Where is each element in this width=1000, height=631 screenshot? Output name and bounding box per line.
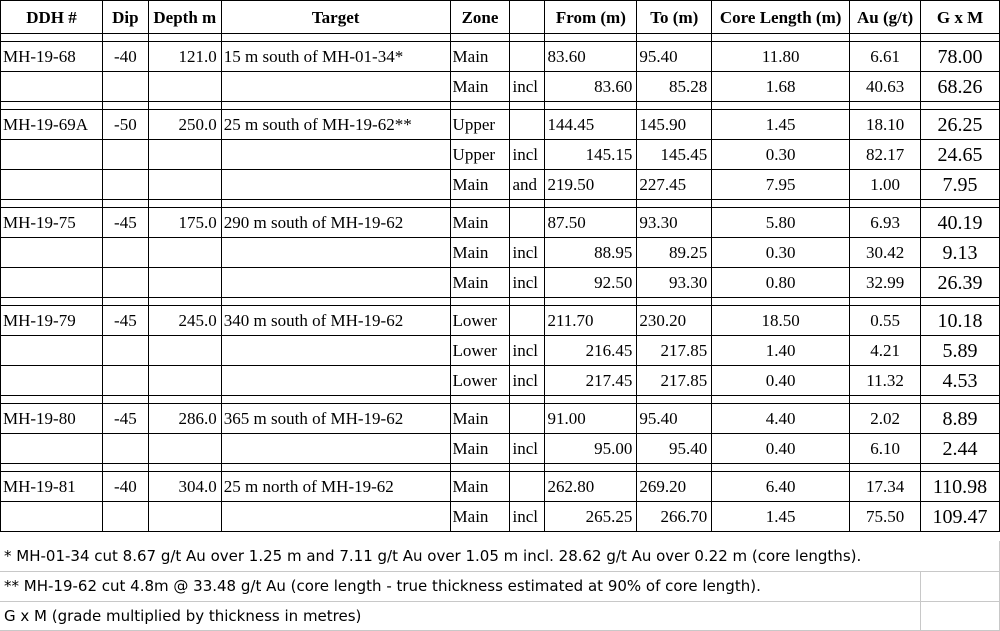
cell-from: 211.70 [545,306,637,336]
cell-from: 145.15 [545,140,637,170]
cell-dip: -45 [102,306,148,336]
cell-core-length: 11.80 [712,42,850,72]
separator-cell [148,200,221,208]
separator-cell [850,102,921,110]
cell-core-length: 0.30 [712,140,850,170]
cell-au: 18.10 [850,110,921,140]
cell-target: 15 m south of MH-01-34* [221,42,450,72]
cell-ddh [1,140,103,170]
cell-au: 6.93 [850,208,921,238]
table-row [1,72,1000,102]
group-separator-row [1,102,1000,110]
cell-gxm: 26.39 [921,268,1000,298]
cell-to: 93.30 [637,208,712,238]
cell-zone: Upper [450,140,510,170]
separator-cell [148,396,221,404]
cell-qualifier [510,208,545,238]
separator-cell [450,200,510,208]
cell-qualifier: incl [510,336,545,366]
separator-cell [450,298,510,306]
separator-cell [850,396,921,404]
cell-zone: Main [450,170,510,200]
cell-depth [148,502,221,532]
cell-core-length: 5.80 [712,208,850,238]
footnote-mh-01-34: * MH-01-34 cut 8.67 g/t Au over 1.25 m and 7.11 g/t Au over 1.05 m incl. 28.62 g/t Au over 0.22 m (core lengths). [4,547,862,565]
cell-to: 95.40 [637,42,712,72]
cell-qualifier: incl [510,502,545,532]
cell-to: 85.28 [637,72,712,102]
cell-target [221,502,450,532]
footnote-mh-19-62: ** MH-19-62 cut 4.8m @ 33.48 g/t Au (core length - true thickness estimated at 90% of core length). [4,577,761,595]
cell-to: 217.85 [637,336,712,366]
cell-zone: Main [450,238,510,268]
cell-target [221,140,450,170]
cell-to: 145.45 [637,140,712,170]
cell-depth [148,336,221,366]
cell-zone: Lower [450,336,510,366]
separator-cell [450,34,510,42]
cell-ddh: MH-19-80 [1,404,103,434]
separator-cell [545,102,637,110]
separator-cell [712,200,850,208]
cell-au: 6.61 [850,42,921,72]
table-row [1,110,1000,140]
separator-cell [450,396,510,404]
footnotes [0,541,1000,631]
cell-depth [148,72,221,102]
cell-qualifier [510,42,545,72]
separator-cell [510,298,545,306]
cell-ddh [1,170,103,200]
cell-core-length: 7.95 [712,170,850,200]
cell-target: 25 m north of MH-19-62 [221,472,450,502]
separator-cell [148,102,221,110]
cell-core-length: 18.50 [712,306,850,336]
cell-target [221,72,450,102]
cell-dip: -50 [102,110,148,140]
cell-to: 230.20 [637,306,712,336]
table-row [1,42,1000,72]
cell-to: 266.70 [637,502,712,532]
cell-from: 217.45 [545,366,637,396]
separator-cell [545,396,637,404]
cell-zone: Main [450,42,510,72]
separator-cell [1,200,103,208]
cell-target: 25 m south of MH-19-62** [221,110,450,140]
table-body [1,1,1000,532]
cell-from: 92.50 [545,268,637,298]
table-row [1,268,1000,298]
cell-ddh: MH-19-69A [1,110,103,140]
separator-cell [1,298,103,306]
column-gridline [920,571,921,631]
cell-qualifier [510,472,545,502]
cell-au: 6.10 [850,434,921,464]
table-row [1,140,1000,170]
header-au: Au (g/t) [850,1,921,34]
separator-cell [637,464,712,472]
table-row [1,208,1000,238]
cell-gxm: 4.53 [921,366,1000,396]
separator-cell [102,200,148,208]
separator-cell [148,464,221,472]
cell-ddh [1,336,103,366]
cell-from: 91.00 [545,404,637,434]
cell-dip [102,140,148,170]
cell-depth [148,434,221,464]
cell-au: 0.55 [850,306,921,336]
cell-core-length: 6.40 [712,472,850,502]
cell-to: 95.40 [637,434,712,464]
separator-cell [545,200,637,208]
cell-ddh [1,238,103,268]
cell-depth [148,170,221,200]
cell-to: 95.40 [637,404,712,434]
cell-from: 87.50 [545,208,637,238]
cell-core-length: 1.45 [712,110,850,140]
cell-target [221,434,450,464]
cell-core-length: 0.80 [712,268,850,298]
cell-to: 145.90 [637,110,712,140]
cell-gxm: 5.89 [921,336,1000,366]
separator-cell [221,298,450,306]
separator-cell [921,464,1000,472]
cell-au: 30.42 [850,238,921,268]
separator-cell [1,34,103,42]
cell-target [221,268,450,298]
cell-ddh: MH-19-79 [1,306,103,336]
table-row [1,472,1000,502]
separator-cell [921,396,1000,404]
separator-cell [921,34,1000,42]
cell-ddh: MH-19-68 [1,42,103,72]
cell-from: 219.50 [545,170,637,200]
separator-cell [545,34,637,42]
separator-cell [712,298,850,306]
group-separator-row [1,298,1000,306]
table-row [1,306,1000,336]
separator-cell [450,102,510,110]
cell-ddh [1,434,103,464]
group-separator-row [1,200,1000,208]
cell-to: 93.30 [637,268,712,298]
cell-zone: Main [450,404,510,434]
separator-cell [221,34,450,42]
cell-ddh [1,72,103,102]
cell-dip: -40 [102,42,148,72]
cell-ddh [1,268,103,298]
separator-cell [637,200,712,208]
cell-au: 32.99 [850,268,921,298]
cell-target [221,238,450,268]
cell-from: 262.80 [545,472,637,502]
cell-zone: Main [450,472,510,502]
cell-depth: 121.0 [148,42,221,72]
cell-qualifier: and [510,170,545,200]
cell-qualifier: incl [510,366,545,396]
cell-dip [102,502,148,532]
separator-cell [148,298,221,306]
separator-cell [850,34,921,42]
cell-gxm: 40.19 [921,208,1000,238]
cell-to: 227.45 [637,170,712,200]
separator-cell [850,464,921,472]
separator-cell [545,464,637,472]
separator-cell [545,298,637,306]
separator-cell [510,200,545,208]
cell-gxm: 26.25 [921,110,1000,140]
cell-core-length: 4.40 [712,404,850,434]
separator-cell [921,102,1000,110]
separator-cell [102,34,148,42]
table-row [1,170,1000,200]
separator-cell [221,396,450,404]
cell-target: 290 m south of MH-19-62 [221,208,450,238]
cell-zone: Main [450,502,510,532]
cell-qualifier: incl [510,238,545,268]
cell-zone: Main [450,268,510,298]
cell-gxm: 10.18 [921,306,1000,336]
separator-cell [921,298,1000,306]
separator-cell [510,464,545,472]
separator-cell [221,464,450,472]
separator-cell [921,200,1000,208]
cell-zone: Main [450,208,510,238]
cell-ddh [1,502,103,532]
cell-au: 17.34 [850,472,921,502]
cell-dip [102,268,148,298]
cell-to: 269.20 [637,472,712,502]
cell-gxm: 7.95 [921,170,1000,200]
cell-core-length: 1.45 [712,502,850,532]
cell-depth: 245.0 [148,306,221,336]
cell-depth: 304.0 [148,472,221,502]
cell-qualifier: incl [510,72,545,102]
header-dip: Dip [102,1,148,34]
cell-gxm: 8.89 [921,404,1000,434]
separator-cell [148,34,221,42]
cell-to: 89.25 [637,238,712,268]
header-qualifier [510,1,545,34]
cell-dip: -45 [102,208,148,238]
cell-core-length: 1.68 [712,72,850,102]
header-depth: Depth m [148,1,221,34]
separator-cell [637,396,712,404]
cell-to: 217.85 [637,366,712,396]
cell-au: 4.21 [850,336,921,366]
separator-cell [712,464,850,472]
cell-gxm: 24.65 [921,140,1000,170]
cell-qualifier [510,110,545,140]
header-to: To (m) [637,1,712,34]
separator-cell [102,396,148,404]
cell-core-length: 0.40 [712,434,850,464]
group-separator-row [1,34,1000,42]
cell-zone: Lower [450,366,510,396]
cell-dip [102,170,148,200]
cell-qualifier [510,306,545,336]
header-core-length: Core Length (m) [712,1,850,34]
cell-target [221,366,450,396]
cell-gxm: 2.44 [921,434,1000,464]
cell-gxm: 109.47 [921,502,1000,532]
cell-ddh: MH-19-81 [1,472,103,502]
cell-dip [102,434,148,464]
cell-depth [148,268,221,298]
cell-gxm: 9.13 [921,238,1000,268]
table-row [1,336,1000,366]
cell-from: 88.95 [545,238,637,268]
header-ddh: DDH # [1,1,103,34]
separator-cell [221,200,450,208]
cell-gxm: 110.98 [921,472,1000,502]
cell-zone: Upper [450,110,510,140]
separator-cell [850,298,921,306]
cell-qualifier: incl [510,268,545,298]
cell-dip [102,72,148,102]
separator-cell [510,34,545,42]
cell-au: 11.32 [850,366,921,396]
cell-qualifier: incl [510,434,545,464]
cell-dip [102,366,148,396]
separator-cell [712,396,850,404]
separator-cell [1,464,103,472]
group-separator-row [1,464,1000,472]
cell-target: 340 m south of MH-19-62 [221,306,450,336]
separator-cell [510,396,545,404]
separator-cell [102,298,148,306]
separator-cell [712,34,850,42]
separator-cell [1,396,103,404]
cell-zone: Main [450,434,510,464]
cell-depth: 175.0 [148,208,221,238]
separator-cell [510,102,545,110]
group-separator-row [1,396,1000,404]
cell-au: 40.63 [850,72,921,102]
separator-cell [850,200,921,208]
cell-core-length: 1.40 [712,336,850,366]
cell-depth: 250.0 [148,110,221,140]
cell-au: 2.02 [850,404,921,434]
cell-target [221,170,450,200]
header-gxm: G x M [921,1,1000,34]
cell-au: 1.00 [850,170,921,200]
cell-zone: Main [450,72,510,102]
table-row [1,238,1000,268]
cell-zone: Lower [450,306,510,336]
header-from: From (m) [545,1,637,34]
cell-dip: -40 [102,472,148,502]
separator-cell [1,102,103,110]
footnote-gxm-definition: G x M (grade multiplied by thickness in metres) [4,607,362,625]
cell-dip [102,238,148,268]
cell-depth [148,238,221,268]
cell-au: 75.50 [850,502,921,532]
cell-depth [148,140,221,170]
separator-cell [102,464,148,472]
cell-core-length: 0.30 [712,238,850,268]
cell-target: 365 m south of MH-19-62 [221,404,450,434]
cell-dip [102,336,148,366]
cell-ddh [1,366,103,396]
cell-core-length: 0.40 [712,366,850,396]
separator-cell [637,298,712,306]
cell-gxm: 78.00 [921,42,1000,72]
table-row [1,434,1000,464]
cell-from: 83.60 [545,42,637,72]
separator-cell [450,464,510,472]
header-row [1,1,1000,34]
table-row [1,366,1000,396]
cell-depth: 286.0 [148,404,221,434]
cell-from: 265.25 [545,502,637,532]
cell-from: 95.00 [545,434,637,464]
separator-cell [637,102,712,110]
cell-from: 216.45 [545,336,637,366]
header-target: Target [221,1,450,34]
cell-gxm: 68.26 [921,72,1000,102]
cell-dip: -45 [102,404,148,434]
cell-target [221,336,450,366]
separator-cell [637,34,712,42]
cell-qualifier [510,404,545,434]
separator-cell [221,102,450,110]
separator-cell [712,102,850,110]
header-zone: Zone [450,1,510,34]
table-row [1,404,1000,434]
cell-au: 82.17 [850,140,921,170]
cell-from: 144.45 [545,110,637,140]
cell-ddh: MH-19-75 [1,208,103,238]
cell-depth [148,366,221,396]
separator-cell [102,102,148,110]
table-row [1,502,1000,532]
cell-qualifier: incl [510,140,545,170]
cell-from: 83.60 [545,72,637,102]
